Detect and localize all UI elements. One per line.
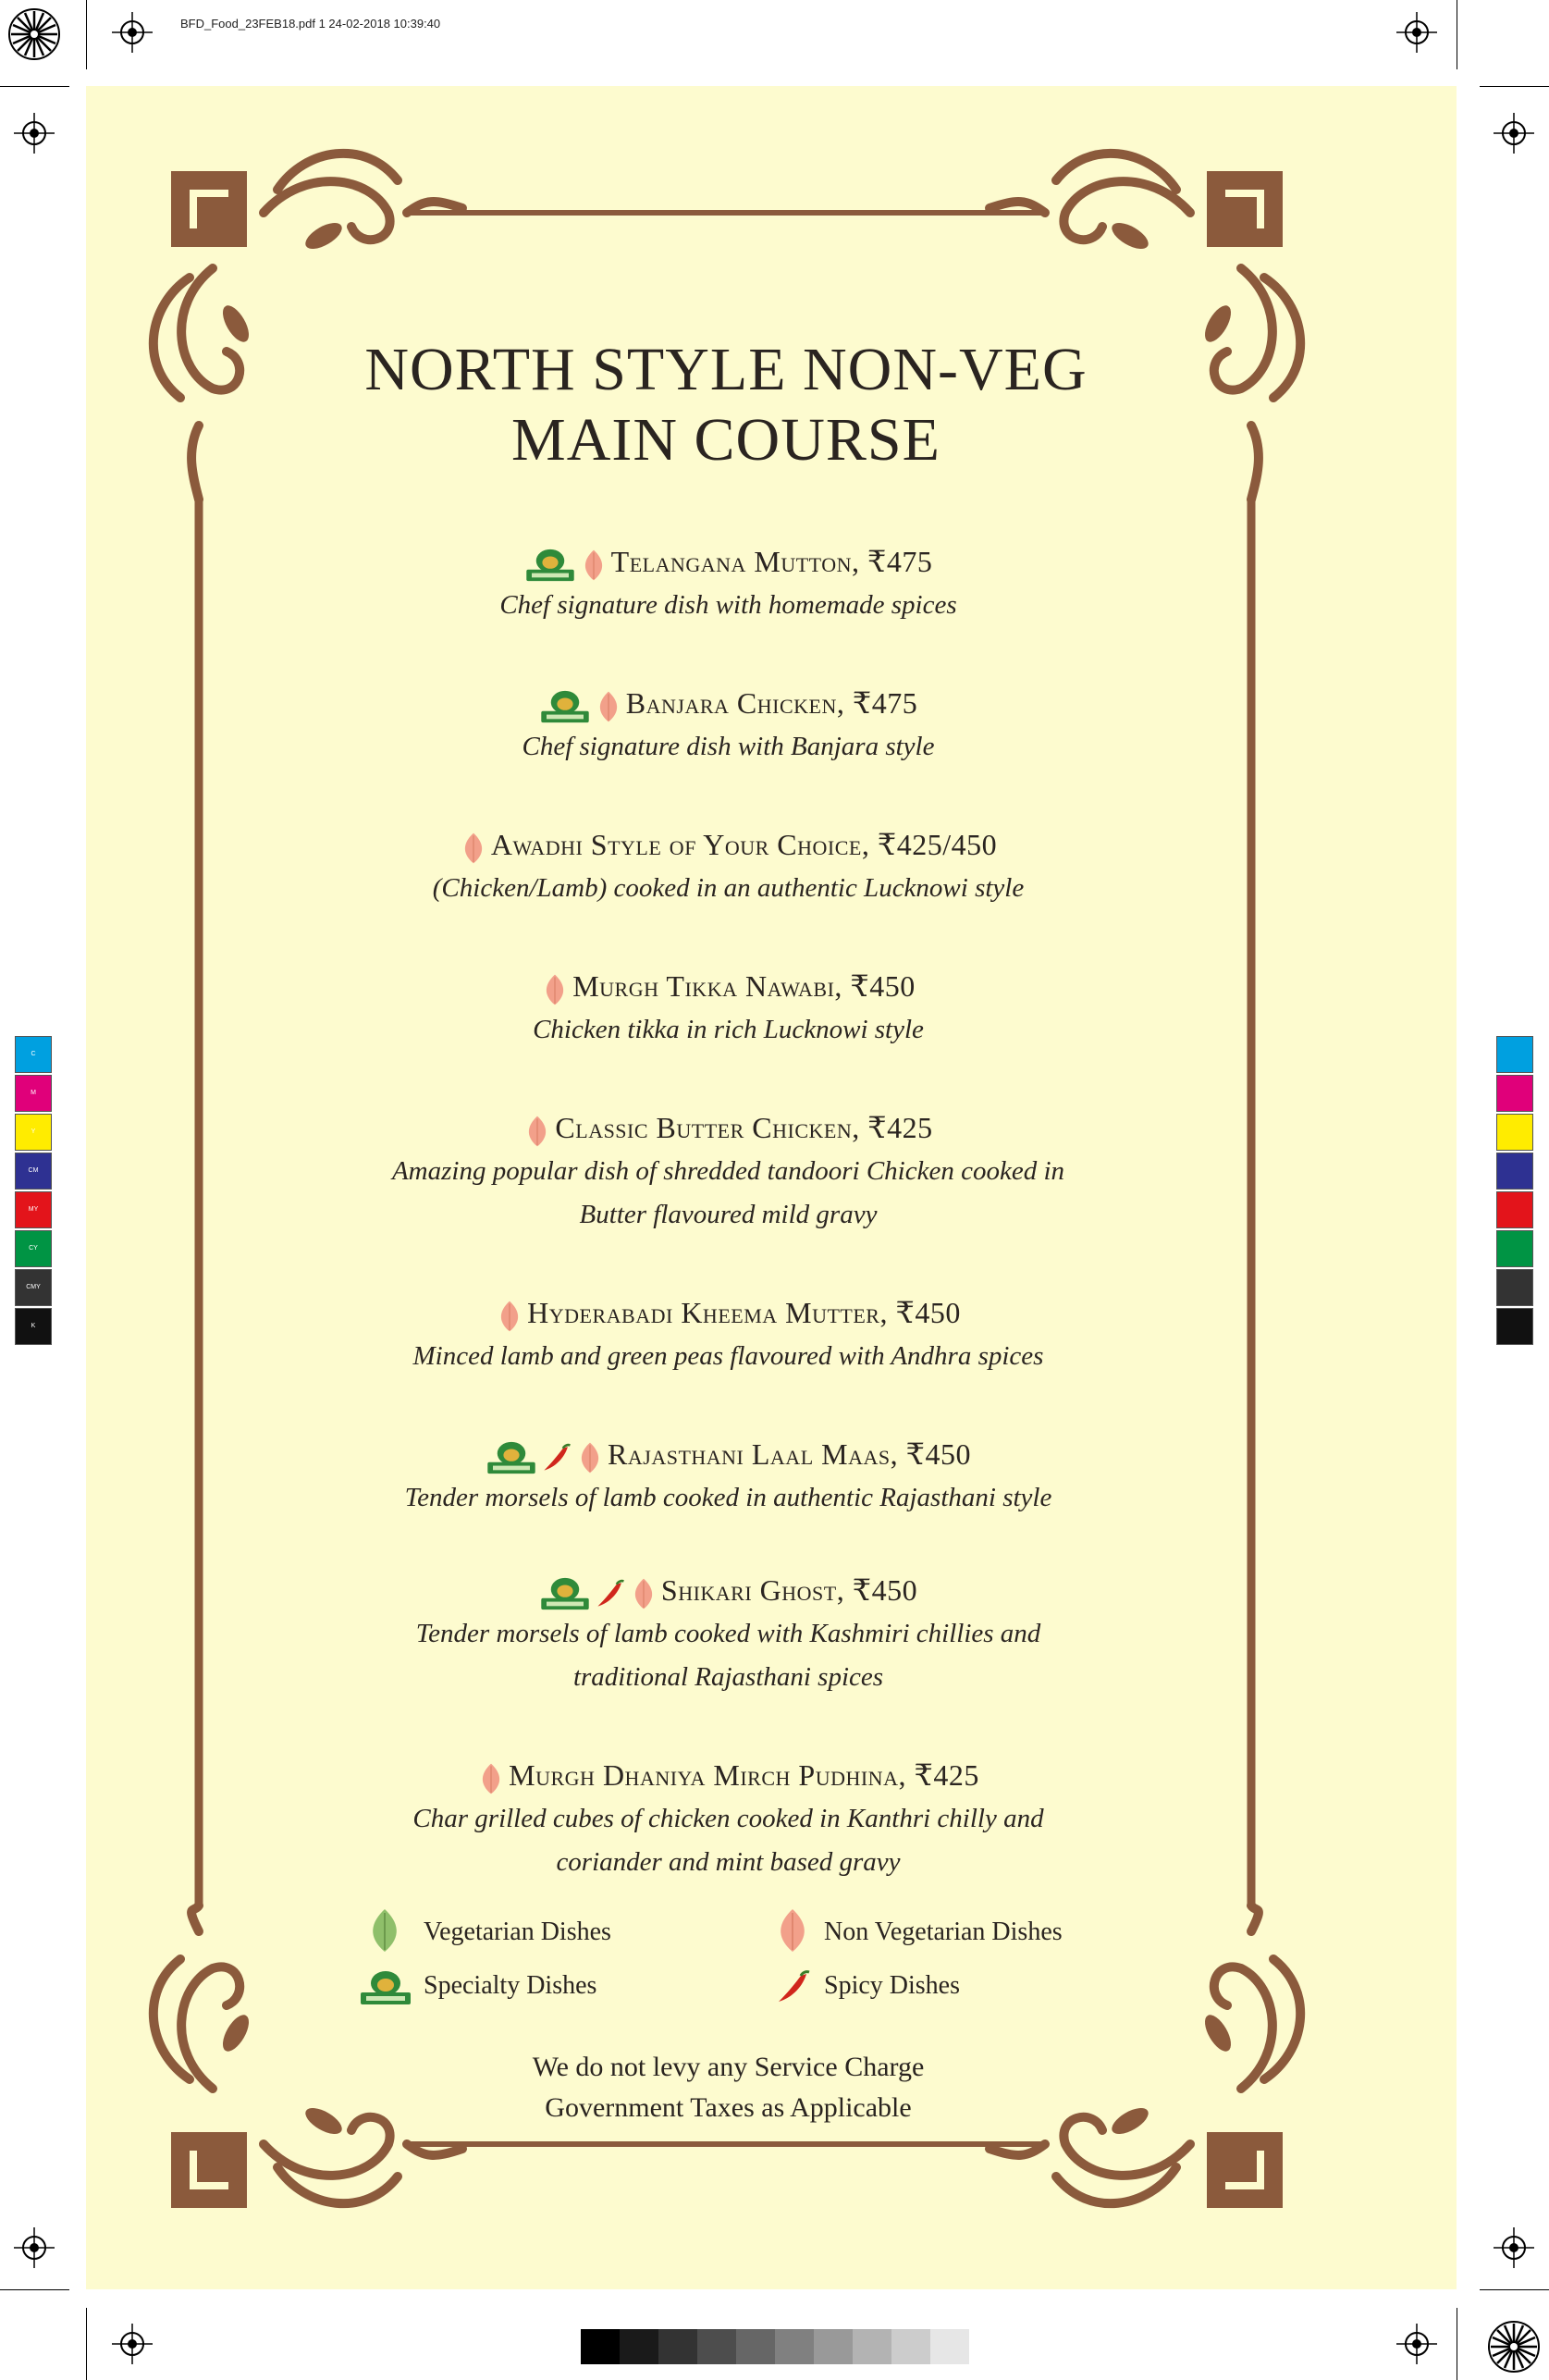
menu-item xyxy=(277,1755,1179,1884)
registration-mark-icon xyxy=(112,2324,153,2364)
color-swatch: C xyxy=(15,1036,52,1073)
legend-nonveg: Non Vegetarian Dishes xyxy=(824,1918,1063,1946)
starburst-mark-icon xyxy=(1487,2320,1541,2374)
registration-mark-icon xyxy=(14,113,55,154)
chilli-icon xyxy=(775,1968,812,2005)
non-veg-icon xyxy=(477,1758,509,1792)
menu-item xyxy=(277,1434,1179,1520)
registration-mark-icon xyxy=(14,2227,55,2268)
menu-item xyxy=(277,541,1179,627)
tax-note: Government Taxes as Applicable xyxy=(545,2092,912,2123)
color-swatch: Y xyxy=(15,1114,52,1151)
color-swatch xyxy=(1496,1075,1533,1112)
menu-item-name-row xyxy=(277,1292,1179,1335)
menu-item-name-row xyxy=(277,1570,1179,1612)
registration-mark-icon xyxy=(1494,113,1534,154)
menu-item-name: Murgh Dhaniya Mirch Pudhina, ₹425 xyxy=(509,1758,979,1792)
color-swatch: M xyxy=(15,1075,52,1112)
chilli-icon xyxy=(541,1437,576,1471)
menu-item xyxy=(277,1292,1179,1378)
menu-item xyxy=(277,1107,1179,1237)
menu-item-name: Hyderabadi Kheema Mutter, ₹450 xyxy=(527,1296,961,1329)
color-swatch: K xyxy=(15,1308,52,1345)
menu-item-description: Tender morsels of lamb cooked with Kashmiri chillies and xyxy=(415,1618,1041,1648)
specialty-badge-icon xyxy=(359,1968,412,2007)
menu-item-name-row xyxy=(277,824,1179,867)
color-swatch xyxy=(1496,1114,1533,1151)
registration-mark-icon xyxy=(1494,2227,1534,2268)
menu-item-description: (Chicken/Lamb) cooked in an authentic Lucknowi style xyxy=(432,872,1025,903)
menu-item-description: coriander and mint based gravy xyxy=(556,1846,901,1877)
specialty-icon xyxy=(539,1573,595,1607)
menu-item-name-row xyxy=(277,683,1179,725)
menu-item-description: traditional Rajasthani spices xyxy=(572,1661,884,1692)
specialty-icon xyxy=(524,545,580,578)
starburst-mark-icon xyxy=(7,7,61,61)
menu-item-description: Butter flavoured mild gravy xyxy=(579,1199,878,1229)
menu-item-name-row xyxy=(277,1755,1179,1797)
non-veg-leaf-icon xyxy=(773,1907,812,1954)
menu-item-name-row xyxy=(277,541,1179,584)
color-swatch xyxy=(1496,1191,1533,1228)
color-swatch: CY xyxy=(15,1230,52,1267)
specialty-icon xyxy=(539,686,595,720)
menu-item-name: Rajasthani Laal Maas, ₹450 xyxy=(608,1437,971,1471)
menu-item-description: Char grilled cubes of chicken cooked in Kanthri chilly and xyxy=(412,1803,1044,1833)
color-swatch: CM xyxy=(15,1153,52,1190)
menu-item-description: Chef signature dish with homemade spices xyxy=(499,589,957,620)
menu-item-description: Amazing popular dish of shredded tandoori Chicken cooked in xyxy=(391,1155,1065,1186)
menu-item-name: Shikari Ghost, ₹450 xyxy=(660,1573,918,1607)
color-swatch xyxy=(1496,1153,1533,1190)
menu-item xyxy=(277,1570,1179,1699)
print-slug: BFD_Food_23FEB18.pdf 1 24-02-2018 10:39:40 xyxy=(180,17,441,31)
legend-spicy: Spicy Dishes xyxy=(824,1971,960,2000)
non-veg-icon xyxy=(541,969,572,1003)
menu-item-description: Minced lamb and green peas flavoured with Andhra spices xyxy=(412,1340,1044,1371)
menu-item xyxy=(277,966,1179,1052)
service-charge-note: We do not levy any Service Charge xyxy=(532,2052,925,2082)
chilli-icon xyxy=(595,1573,630,1607)
color-swatch xyxy=(1496,1308,1533,1345)
menu-item-name: Telangana Mutton, ₹475 xyxy=(610,545,933,578)
menu-item-name: Murgh Tikka Nawabi, ₹450 xyxy=(572,969,916,1003)
color-swatch xyxy=(1496,1269,1533,1306)
menu-item-description: Chef signature dish with Banjara style xyxy=(522,731,935,761)
non-veg-icon xyxy=(523,1111,555,1144)
non-veg-icon xyxy=(595,686,626,720)
menu-item-description: Chicken tikka in rich Lucknowi style xyxy=(533,1014,924,1044)
menu-item-name-row xyxy=(277,966,1179,1008)
menu-item-name-row xyxy=(277,1107,1179,1150)
registration-mark-icon xyxy=(1396,12,1437,53)
color-swatch xyxy=(1496,1036,1533,1073)
specialty-icon xyxy=(486,1437,541,1471)
legend-veg: Vegetarian Dishes xyxy=(424,1918,611,1946)
registration-mark-icon xyxy=(1396,2324,1437,2364)
color-swatch xyxy=(1496,1230,1533,1267)
non-veg-icon xyxy=(496,1296,527,1329)
menu-item-description: Tender morsels of lamb cooked in authentic Rajasthani style xyxy=(404,1482,1052,1512)
legend-specialty: Specialty Dishes xyxy=(424,1971,597,2000)
non-veg-icon xyxy=(576,1437,608,1471)
registration-mark-icon xyxy=(112,12,153,53)
menu-item-name: Classic Butter Chicken, ₹425 xyxy=(555,1111,933,1144)
non-veg-icon xyxy=(630,1573,661,1607)
color-swatch: CMY xyxy=(15,1269,52,1306)
veg-leaf-icon xyxy=(365,1907,404,1954)
menu-item xyxy=(277,683,1179,769)
non-veg-icon xyxy=(460,828,491,861)
menu-item xyxy=(277,824,1179,910)
menu-item-name-row xyxy=(277,1434,1179,1476)
menu-title-line2: MAIN COURSE xyxy=(511,406,940,474)
color-swatch: MY xyxy=(15,1191,52,1228)
menu-item-name: Awadhi Style of Your Choice, ₹425/450 xyxy=(490,828,998,861)
menu-item-name: Banjara Chicken, ₹475 xyxy=(625,686,918,720)
non-veg-icon xyxy=(580,545,611,578)
menu-title-line1: NORTH STYLE NON-VEG xyxy=(364,336,1088,403)
menu-title xyxy=(222,335,1230,475)
